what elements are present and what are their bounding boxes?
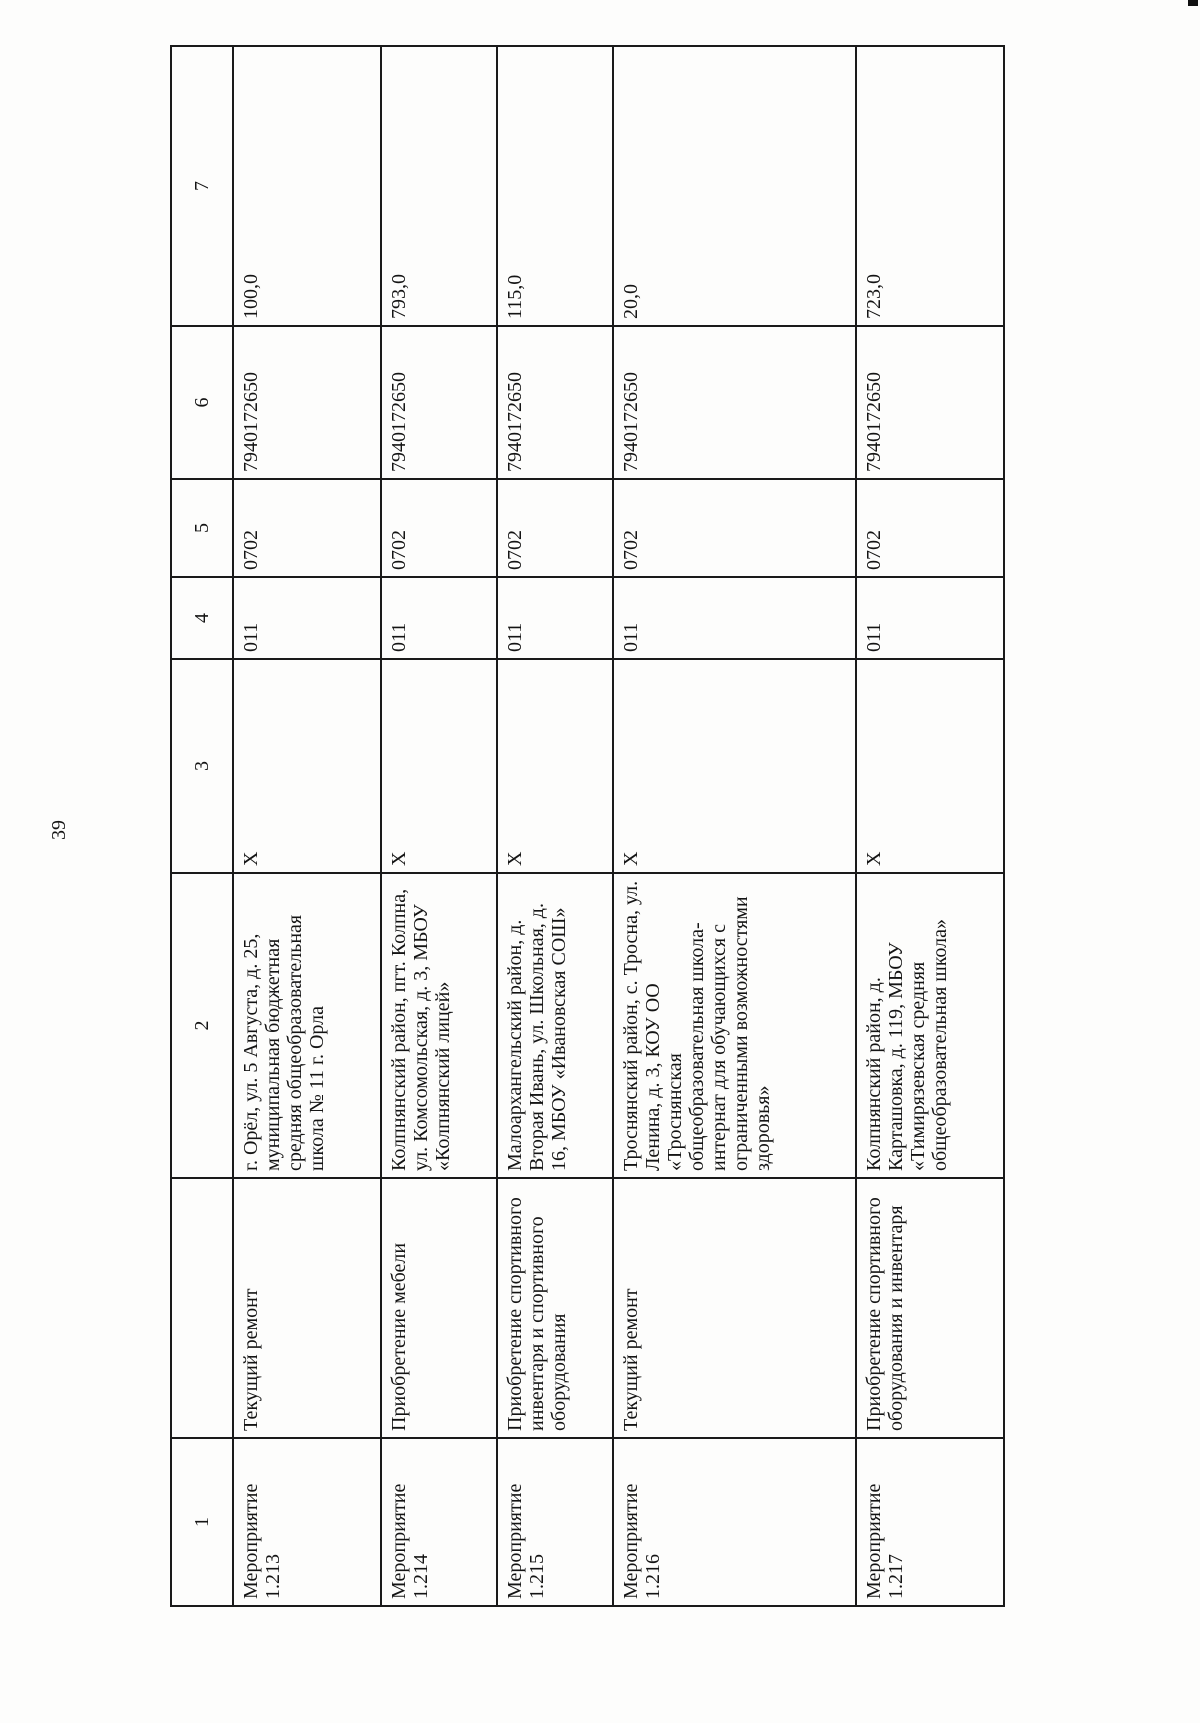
cell-col-3: Х <box>381 659 497 873</box>
header-col-1: 1 <box>171 1438 233 1606</box>
measures-table <box>170 45 1005 1607</box>
page-number: 39 <box>48 820 70 840</box>
measure-address: Колпнянский район, д. Карташовка, д. 119, МБОУ «Тимирязевская средняя общеобразовательная школа» <box>856 873 1004 1178</box>
cell-col-4: 011 <box>381 577 497 659</box>
header-col-2: 2 <box>171 873 233 1178</box>
cell-col-7: 723,0 <box>856 46 1004 326</box>
cell-col-6: 7940172650 <box>497 326 613 479</box>
cell-col-6: 7940172650 <box>856 326 1004 479</box>
cell-col-4: 011 <box>613 577 856 659</box>
cell-col-6: 7940172650 <box>613 326 856 479</box>
cell-col-4: 011 <box>856 577 1004 659</box>
measure-action: Приобретение спортивного оборудования и инвентаря <box>856 1178 1004 1438</box>
header-row <box>171 46 233 1606</box>
cell-col-3: Х <box>233 659 381 873</box>
header-col-5: 5 <box>171 479 233 577</box>
measure-id: Мероприятие 1.216 <box>613 1438 856 1606</box>
measure-action: Текущий ремонт <box>233 1178 381 1438</box>
header-col-4: 4 <box>171 577 233 659</box>
measure-id: Мероприятие 1.214 <box>381 1438 497 1606</box>
table-row <box>233 46 381 1606</box>
table-row <box>856 46 1004 1606</box>
rotated-table-container <box>170 47 1005 1607</box>
table-row <box>381 46 497 1606</box>
cell-col-7: 793,0 <box>381 46 497 326</box>
measure-address: Колпнянский район, пгт. Колпна, ул. Комсомольская, д. 3, МБОУ «Колпнянский лицей» <box>381 873 497 1178</box>
cell-col-7: 115,0 <box>497 46 613 326</box>
measure-action: Приобретение спортивного инвентаря и спортивного оборудования <box>497 1178 613 1438</box>
cell-col-5: 0702 <box>233 479 381 577</box>
cell-col-3: Х <box>856 659 1004 873</box>
cell-col-5: 0702 <box>497 479 613 577</box>
measure-address: Троснянский район, с. Тросна, ул. Ленина, д. 3, КОУ ОО «Троснянская общеобразовательная школа-интернат для обучающихся с ограниченными возможностями здоровья» <box>613 873 856 1178</box>
scan-mark <box>1188 0 1198 6</box>
measure-action: Текущий ремонт <box>613 1178 856 1438</box>
cell-col-5: 0702 <box>381 479 497 577</box>
cell-col-4: 011 <box>497 577 613 659</box>
measure-address: г. Орёл, ул. 5 Августа, д. 25, муниципальная бюджетная средняя общеобразовательная школа № 11 г. Орла <box>233 873 381 1178</box>
table-row <box>613 46 856 1606</box>
cell-col-6: 7940172650 <box>233 326 381 479</box>
cell-col-6: 7940172650 <box>381 326 497 479</box>
measure-address: Малоархангельский район, д. Вторая Ивань, ул. Школьная, д. 16, МБОУ «Ивановская СОШ» <box>497 873 613 1178</box>
cell-col-4: 011 <box>233 577 381 659</box>
cell-col-5: 0702 <box>613 479 856 577</box>
cell-col-5: 0702 <box>856 479 1004 577</box>
header-col-6: 6 <box>171 326 233 479</box>
header-col-blank <box>171 1178 233 1438</box>
table-row <box>497 46 613 1606</box>
header-col-3: 3 <box>171 659 233 873</box>
measure-id: Мероприятие 1.217 <box>856 1438 1004 1606</box>
header-col-7: 7 <box>171 46 233 326</box>
measure-action: Приобретение мебели <box>381 1178 497 1438</box>
cell-col-3: Х <box>613 659 856 873</box>
measure-id: Мероприятие 1.213 <box>233 1438 381 1606</box>
measure-id: Мероприятие 1.215 <box>497 1438 613 1606</box>
cell-col-7: 20,0 <box>613 46 856 326</box>
cell-col-7: 100,0 <box>233 46 381 326</box>
cell-col-3: Х <box>497 659 613 873</box>
